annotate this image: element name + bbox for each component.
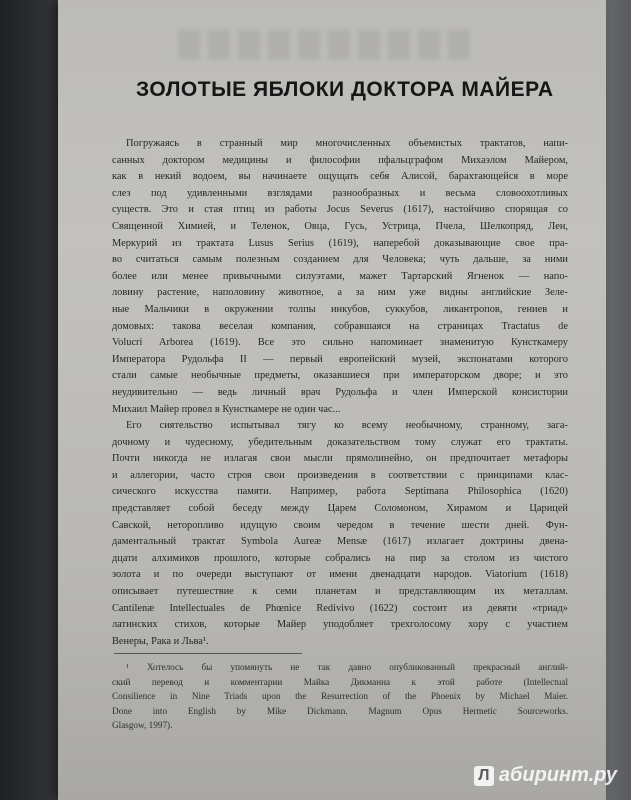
body-line: во считаться самым полезным созданием для Человека; чуть дальше, за ними — [112, 254, 568, 266]
footnote — [112, 660, 568, 733]
footnote-line: Done into English by Mike Dickmann. Magnum Opus Hermetic Sourceworks. — [112, 705, 568, 716]
body-line: домовых: такова веселая компания, собравшаяся на страницах Tractatus de — [112, 320, 568, 332]
body-line: ловину растение, наполовину животное, а за ним уже видны английские Зеле- — [112, 287, 568, 299]
chapter-title: ЗОЛОТЫЕ ЯБЛОКИ ДОКТОРА МАЙЕРА — [136, 78, 554, 101]
body-line: неудивительно — ведь личный врач Рудольфа и член Имперской консистории — [112, 386, 568, 398]
footnote-divider — [114, 653, 302, 654]
body-line: существ. Это и стая птиц из работы Jocus Severus (1617), настойчиво спорящая со — [112, 204, 568, 216]
footnote-line: ский перевод и комментарии Майка Дикманна к этой работе (Intellectual — [112, 676, 568, 687]
body-line: более или менее привычными силуэтами, мажет Тартарский Ягненок — напо- — [112, 270, 568, 282]
body-line: даментальный трактат Symbola Aureæ Mensæ (1617) излагает доктрины двена- — [112, 536, 568, 548]
body-line: Михаил Майер провел в Кунсткамере не один час... — [112, 403, 341, 415]
body-line: представляет собой беседу между Царем Соломоном, Хирамом и Царицей — [112, 503, 568, 515]
body-line: латинских стихов, которые Майер уподобляет трехголосому хору с участием — [112, 619, 568, 631]
footnote-line: Consilience in Nine Triads upon the Resurrection of the Phoenix by Michael Maier. — [112, 691, 568, 702]
body-line: ные Мальчики в окружении толпы инкубов, суккубов, ликантропов, гениев и — [112, 303, 568, 315]
body-line: Императора Рудольфа II — первый европейский музей, экспонатами которого — [112, 353, 568, 365]
book-gutter-shadow — [0, 0, 60, 800]
body-line: Cantilenæ Intellectuales de Phœnice Redivivo (1622) состоит из девяти «триад» — [112, 602, 568, 614]
book-page — [58, 0, 606, 800]
body-line: Савской, неторопливо идущую своим чередом в течение шести дней. Фун- — [112, 519, 568, 531]
watermark-text: абиринт.ру — [498, 764, 617, 786]
labirint-watermark — [474, 764, 617, 787]
body-line: санных доктором медицины и философии пфальцграфом Михаэлом Майером, — [112, 154, 568, 166]
body-line: дцати алхимиков прошлого, которые собрались на пир за столом из чистого — [112, 552, 568, 564]
body-line: стали самые необычные предметы, оказавшиеся при императорском дворе; и это — [112, 370, 568, 382]
body-line: и аллегории, часто строя свои произведения в соответствии с принципами клас- — [112, 469, 568, 481]
body-line: слез под удивленными взглядами разнообразных и весьма словоохотливых — [112, 187, 568, 199]
body-text — [112, 136, 568, 650]
body-line: Volucri Arborea (1619). Все это сильно напоминает знаменитую Кунсткамеру — [112, 337, 568, 349]
body-line: описывает путешествие к семи планетам и представляющим их металлам. — [112, 586, 568, 598]
body-line: Его сиятельство испытывал тягу ко всему необычному, странному, зага- — [126, 420, 568, 432]
footnote-line: ¹ Хотелось бы упомянуть не так давно опубликованный прекрасный англий- — [126, 662, 568, 672]
body-line: золота и по очереди выступают от имени двенадцати народов. Viatorium (1618) — [112, 569, 568, 581]
body-line: как в некий водоем, вы начинаете ощущать себя Алисой, барахтающейся в море — [112, 171, 568, 183]
labirint-logo-icon: Л — [474, 766, 494, 786]
body-line: Меркурий из трактата Lusus Serius (1619), наперебой доказывающие свое пра- — [112, 237, 568, 249]
body-line: сического искусства памяти. Например, работа Septimana Philosophica (1620) — [112, 486, 568, 498]
body-line: Священной Химией, и Теленок, Овца, Гусь, Устрица, Пчела, Шелкопряд, Лен, — [112, 220, 568, 232]
body-line: Погружаясь в странный мир многочисленных объемистых трактатов, напи- — [126, 138, 568, 149]
body-line: дочному и чудесному, убедительным доказательством тому служат его трактаты. — [112, 436, 568, 448]
footnote-line: Glasgow, 1997). — [112, 720, 173, 731]
body-line: Венеры, Рака и Льва¹. — [112, 635, 209, 647]
body-line: Почти никогда не излагая свои мысли прямолинейно, он предпочитает метафоры — [112, 453, 568, 465]
bleed-through-text — [178, 30, 478, 60]
